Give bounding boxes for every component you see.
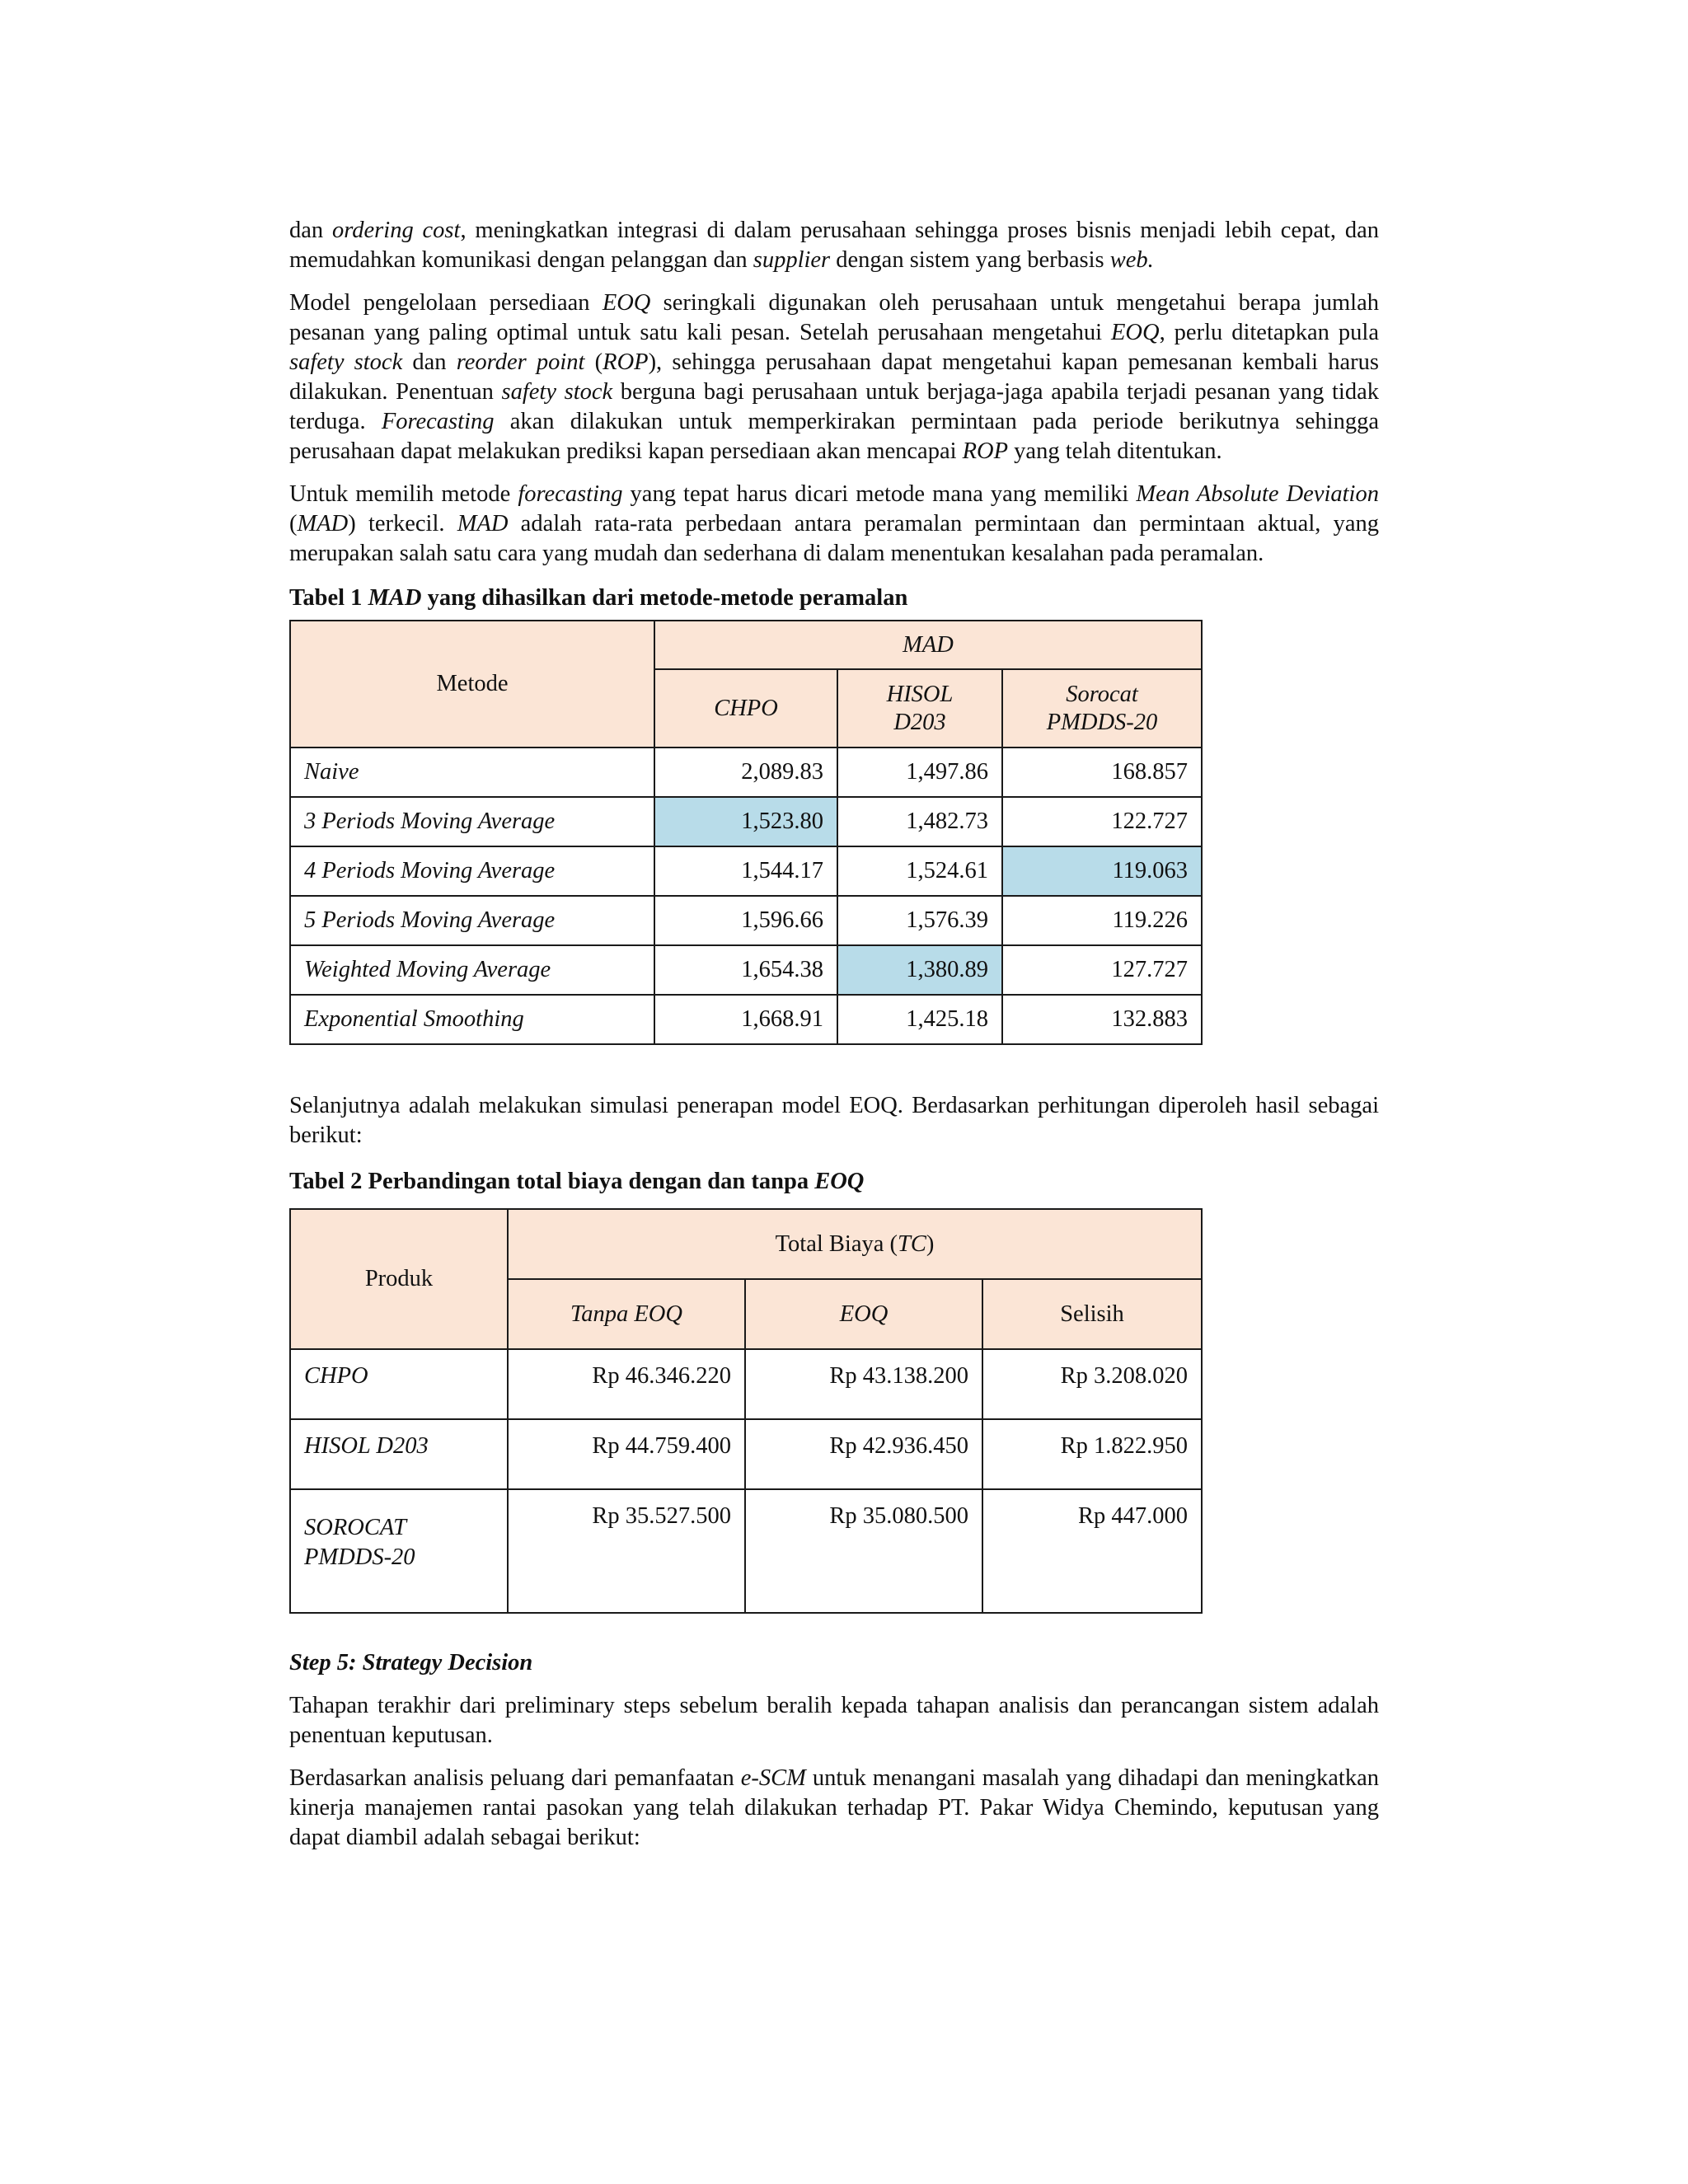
text-run: berguna bagi perusahaan untuk berjaga-jaga apabila terjadi pesanan yang tidak terduga. (289, 379, 1379, 434)
paragraph-eoq-simulation: Selanjutnya adalah melakukan simulasi penerapan model EOQ. Berdasarkan perhitungan diperoleh hasil sebagai berikut: (289, 1093, 1379, 1148)
text-run-italic: safety stock (501, 379, 613, 405)
cell-chpo: 1,654.38 (654, 945, 837, 995)
row-label: 4 Periods Moving Average (290, 846, 654, 896)
paragraph-decision (289, 1764, 1379, 1853)
row-label: CHPO (290, 1349, 508, 1419)
cell-hisol: 1,524.61 (837, 846, 1002, 896)
caption-text: Tabel 2 Perbandingan total biaya dengan dan tanpa (289, 1169, 815, 1194)
text-run: ), sehingga perusahaan dapat mengetahui kapan pemesanan kembali harus dilakukan. Penentuan (289, 349, 1379, 405)
text-run: ) terkecil. (348, 511, 457, 537)
paragraph-preliminary-steps: Tahapan terakhir dari preliminary steps sebelum beralih kepada tahapan analisis dan perancangan sistem adalah penentuan keputusan. (289, 1693, 1379, 1748)
text-run: dan (289, 218, 332, 243)
paragraph-eoq-model (289, 288, 1379, 466)
text-run: ( (289, 511, 298, 537)
text-run: dengan sistem yang berbasis (830, 247, 1110, 273)
header-text: ) (926, 1230, 935, 1257)
text-run-italic: MAD (297, 511, 349, 537)
text-run-italic: ROP (962, 438, 1009, 464)
text-run-italic: EOQ (602, 290, 651, 316)
text-run-italic: Mean Absolute Deviation (1136, 481, 1379, 507)
text-run: Untuk memilih metode (289, 481, 518, 507)
text-run-italic: ordering cost (332, 218, 461, 243)
table1-caption (289, 583, 1379, 613)
header-sorocat (1002, 669, 1202, 748)
row-label-line: SOROCAT (304, 1515, 407, 1540)
table-row (290, 1419, 1202, 1489)
caption-text-italic: MAD (368, 585, 422, 611)
row-label (290, 1489, 508, 1613)
table-row (290, 748, 1202, 797)
header-metode: Metode (290, 621, 654, 748)
row-label: HISOL D203 (290, 1419, 508, 1489)
header-selisih: Selisih (982, 1279, 1202, 1349)
cell-chpo: 1,544.17 (654, 846, 837, 896)
table-row (290, 846, 1202, 896)
cell-selisih: Rp 1.822.950 (982, 1419, 1202, 1489)
row-label: Exponential Smoothing (290, 995, 654, 1044)
row-label: Weighted Moving Average (290, 945, 654, 995)
header-line: Sorocat (1066, 681, 1138, 707)
mad-table (289, 620, 1203, 1045)
cell-tanpa-eoq: Rp 44.759.400 (508, 1419, 745, 1489)
row-label: 5 Periods Moving Average (290, 896, 654, 945)
table-row (290, 1489, 1202, 1613)
cell-sorocat: 168.857 (1002, 748, 1202, 797)
text-run: , perlu ditetapkan pula (1159, 320, 1379, 345)
text-run-italic: safety stock (289, 349, 403, 375)
table-header-row (290, 1209, 1202, 1279)
header-line: HISOL (886, 681, 954, 707)
paragraph-ordering-cost (289, 216, 1379, 275)
row-label: 3 Periods Moving Average (290, 797, 654, 846)
text-run-italic: web. (1109, 247, 1154, 273)
text-run: yang telah ditentukan. (1008, 438, 1222, 464)
cell-sorocat: 127.727 (1002, 945, 1202, 995)
text-run-italic: ROP (603, 349, 649, 375)
text-run: akan dilakukan untuk memperkirakan permintaan pada periode berikutnya sehingga perusahaan dapat melakukan prediksi kapan persediaan akan mencapai (289, 409, 1379, 464)
header-text: Total Biaya ( (775, 1230, 898, 1257)
table-row (290, 945, 1202, 995)
cell-chpo: 1,596.66 (654, 896, 837, 945)
cell-eoq: Rp 42.936.450 (745, 1419, 982, 1489)
text-run-italic: EOQ (1110, 320, 1160, 345)
cell-tanpa-eoq: Rp 35.527.500 (508, 1489, 745, 1613)
table-row (290, 896, 1202, 945)
cell-sorocat-min-highlight: 119.063 (1002, 846, 1202, 896)
text-run: , meningkatkan integrasi di dalam perusahaan sehingga proses bisnis menjadi lebih cepat, dan memudahkan komunikasi dengan pelanggan dan (289, 218, 1379, 273)
header-line: PMDDS-20 (1046, 709, 1158, 735)
text-run-italic: forecasting (518, 481, 623, 507)
step5-heading: Step 5: Strategy Decision (289, 1650, 533, 1675)
text-run: Berdasarkan analisis peluang dari pemanfaatan (289, 1765, 741, 1791)
cell-chpo: 1,668.91 (654, 995, 837, 1044)
cell-eoq: Rp 43.138.200 (745, 1349, 982, 1419)
row-label-line: PMDDS-20 (304, 1544, 415, 1570)
caption-text: yang dihasilkan dari metode-metode peramalan (421, 585, 908, 611)
header-produk: Produk (290, 1209, 508, 1349)
text-run: untuk menangani masalah yang dihadapi dan meningkatkan kinerja manajemen rantai pasokan yang telah dilakukan terhadap PT. Pakar Widya Chemindo, keputusan yang dapat diambil adalah sebagai berikut: (289, 1765, 1380, 1850)
cell-hisol: 1,425.18 (837, 995, 1002, 1044)
text-run-italic: reorder point (456, 349, 585, 375)
paragraph-mad (289, 480, 1379, 569)
cell-hisol-min-highlight: 1,380.89 (837, 945, 1002, 995)
header-line: D203 (893, 709, 946, 735)
text-run: adalah rata-rata perbedaan antara peramalan permintaan dan permintaan aktual, yang merupakan salah satu cara yang mudah dan sederhana di dalam menentukan kesalahan pada peramalan. (289, 511, 1379, 566)
table-row (290, 1349, 1202, 1419)
caption-text: Tabel 1 (289, 585, 368, 611)
text-run-italic: e-SCM (740, 1765, 806, 1791)
cell-hisol: 1,482.73 (837, 797, 1002, 846)
header-eoq: EOQ (745, 1279, 982, 1349)
text-run: Model pengelolaan persediaan (289, 290, 603, 316)
table-row (290, 797, 1202, 846)
header-text-italic: TC (898, 1230, 926, 1257)
cell-sorocat: 132.883 (1002, 995, 1202, 1044)
cell-sorocat: 122.727 (1002, 797, 1202, 846)
header-chpo: CHPO (654, 669, 837, 748)
header-hisol (837, 669, 1002, 748)
text-run: yang tepat harus dicari metode mana yang memiliki (622, 481, 1137, 507)
text-run: dan (402, 349, 457, 375)
document-page (289, 216, 1379, 1853)
header-mad-group: MAD (654, 621, 1202, 669)
text-run: seringkali digunakan oleh perusahaan untuk mengetahui berapa jumlah pesanan yang paling optimal untuk satu kali pesan. Setelah perusahaan mengetahui (289, 290, 1379, 345)
table-row (290, 995, 1202, 1044)
cell-sorocat: 119.226 (1002, 896, 1202, 945)
cell-tanpa-eoq: Rp 46.346.220 (508, 1349, 745, 1419)
text-run-italic: supplier (753, 247, 831, 273)
header-total-biaya-group (508, 1209, 1202, 1279)
table2-caption (289, 1167, 1379, 1197)
header-tanpa-eoq: Tanpa EOQ (508, 1279, 745, 1349)
cell-selisih: Rp 447.000 (982, 1489, 1202, 1613)
cell-chpo-min-highlight: 1,523.80 (654, 797, 837, 846)
cell-hisol: 1,576.39 (837, 896, 1002, 945)
text-run-italic: MAD (457, 511, 509, 537)
cell-eoq: Rp 35.080.500 (745, 1489, 982, 1613)
cell-selisih: Rp 3.208.020 (982, 1349, 1202, 1419)
text-run: ( (584, 349, 603, 375)
caption-text-italic: EOQ (814, 1169, 865, 1194)
total-cost-table (289, 1208, 1203, 1614)
cell-chpo: 2,089.83 (654, 748, 837, 797)
text-run-italic: Forecasting (381, 409, 495, 434)
cell-hisol: 1,497.86 (837, 748, 1002, 797)
table-header-row (290, 621, 1202, 669)
row-label: Naive (290, 748, 654, 797)
